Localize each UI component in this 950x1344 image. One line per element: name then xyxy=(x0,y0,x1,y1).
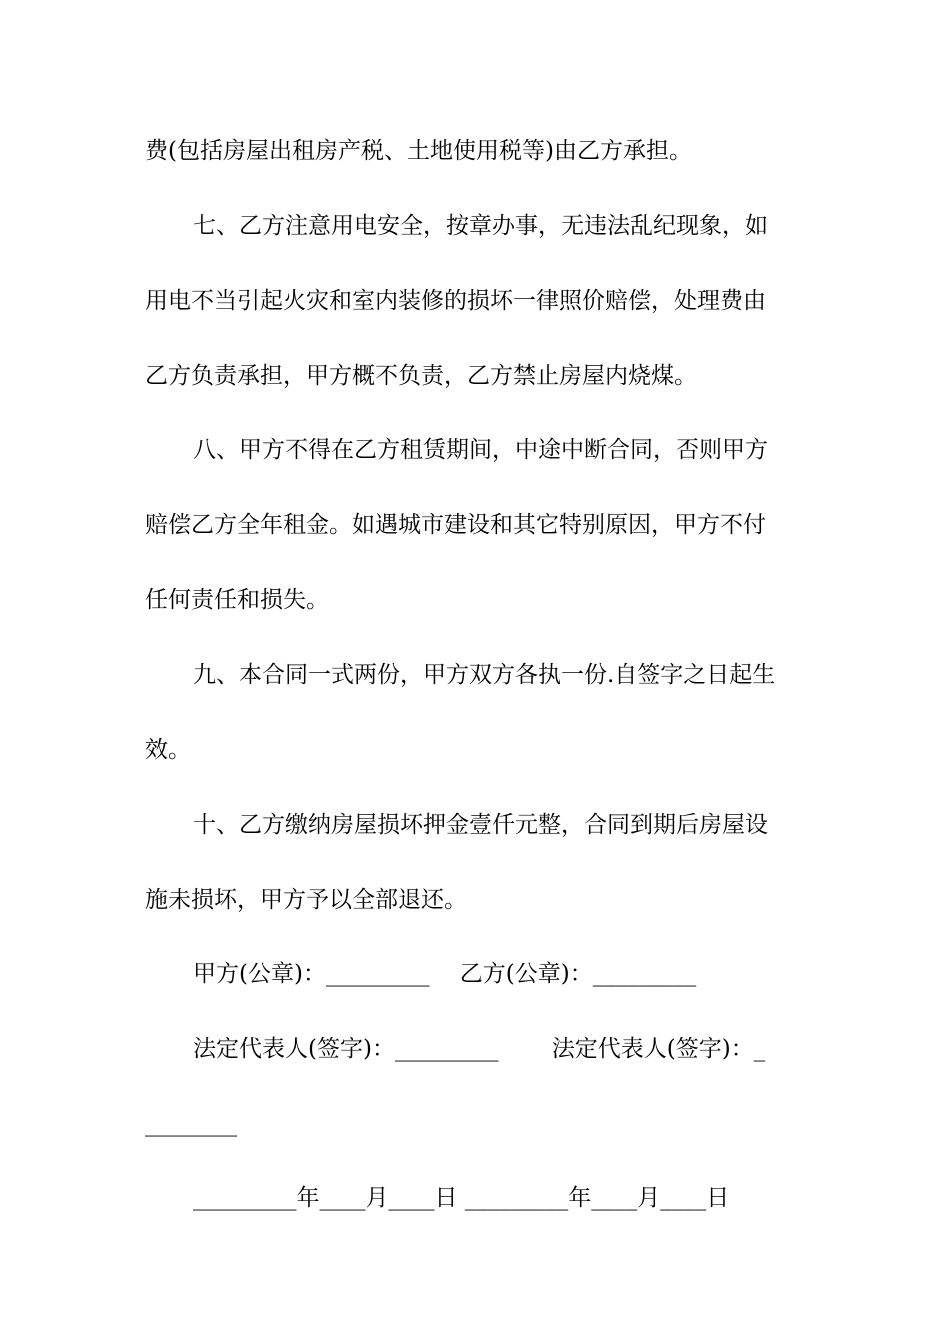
signature-blank-line: ________ xyxy=(145,1111,237,1137)
paragraph-line: 乙方负责承担，甲方概不负责，乙方禁止房屋内烧煤。 xyxy=(145,363,697,389)
paragraph-line: 费(包括房屋出租房产税、土地使用税等)由乙方承担。 xyxy=(145,138,692,164)
paragraph-line: 用电不当引起火灾和室内装修的损坏一律照价赔偿，处理费由 xyxy=(145,288,766,314)
legal-representative-line: 法定代表人(签字)：_________ 法定代表人(签字)：_ xyxy=(193,1036,766,1062)
clause-9-line: 九、本合同一式两份，甲方双方各执一份.自签字之日起生 xyxy=(193,662,776,688)
paragraph-line: 任何责任和损失。 xyxy=(145,587,329,613)
clause-8-line: 八、甲方不得在乙方租赁期间，中途中断合同，否则甲方 xyxy=(193,437,768,463)
clause-7-line: 七、乙方注意用电安全，按章办事，无违法乱纪现象，如 xyxy=(193,213,768,239)
paragraph-line: 效。 xyxy=(145,737,191,763)
seal-line: 甲方(公章)：_________ 乙方(公章)：_________ xyxy=(193,961,697,987)
paragraph-line: 施未损坏，甲方予以全部退还。 xyxy=(145,887,467,913)
paragraph-line: 赔偿乙方全年租金。如遇城市建设和其它特别原因，甲方不付 xyxy=(145,512,766,538)
date-line: _________年____月____日 _________年____月____日 xyxy=(193,1185,730,1211)
clause-10-line: 十、乙方缴纳房屋损坏押金壹仟元整，合同到期后房屋设 xyxy=(193,812,768,838)
